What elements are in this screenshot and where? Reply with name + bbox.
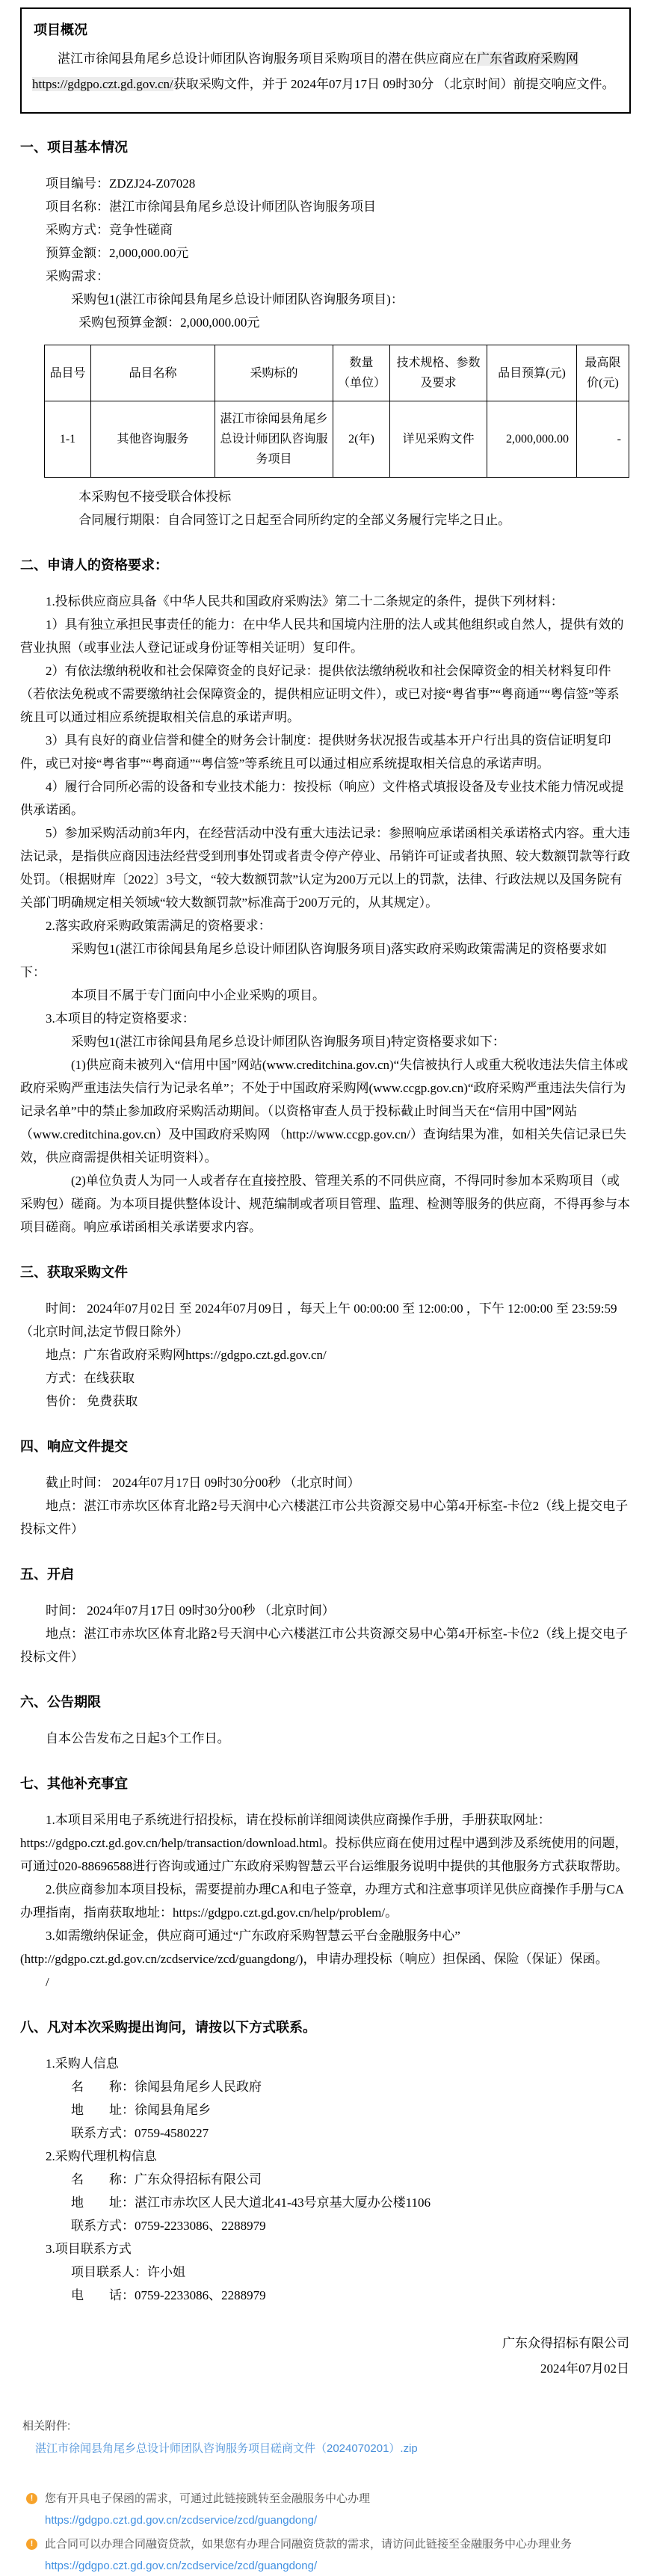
warning-icon: ! (26, 2539, 37, 2550)
cell-subject: 湛江市徐闻县角尾乡总设计师团队咨询服务项目 (215, 401, 333, 478)
signature-date: 2024年07月02日 (540, 2361, 629, 2376)
no-consortium-note: 本采购包不接受联合体投标 (78, 490, 232, 504)
obtain-method: 方式：在线获取 (46, 1371, 135, 1385)
supplementary-para: 1.本项目采用电子系统进行招投标，请在投标前详细阅读供应商操作手册，手册获取网址：https://gdgpo.czt.gd.gov.cn/help/transaction/download.html。投标供应商在使用过程中遇到涉及系统使用的问题，可通过020-88696588进行咨询或通过广东政府采购智慧云平台运维服务说明中提供的其他服务方式获取帮助。 (20, 1813, 629, 1873)
project-number: 项目编号：ZDZJ24-Z07028 (46, 176, 196, 191)
qualification-para: (1)供应商未被列入“信用中国”网站(www.creditchina.gov.cn)“失信被执行人或重大税收违法失信主体或政府采购严重违法失信行为记录名单”；不处于中国政府采购网(www.ccgp.gov.cn)“政府采购严重违法失信行为记录名单”中的禁止参加政府采购活动期间。（以资格审查人员于投标截止时间当天在“信用中国”网站（www.creditchina.gov.cn）及中国政府采购网 （http://www.ccgp.gov.cn/）查询结果为准，如相关失信记录已失效，供应商需提供相关证明资料）。 (20, 1058, 629, 1165)
overview-text-before: 湛江市徐闻县角尾乡总设计师团队咨询服务项目采购项目的潜在供应商应在 (58, 52, 477, 66)
project-name: 项目名称：湛江市徐闻县角尾乡总设计师团队咨询服务项目 (46, 200, 376, 214)
e-guarantee-notice (26, 2491, 651, 2507)
col-subject: 采购标的 (215, 345, 333, 401)
signature-agency: 广东众得招标有限公司 (502, 2336, 629, 2350)
section-obtain-docs-heading: 三、获取采购文件 (20, 1265, 128, 1280)
attachment-zip-link[interactable]: 湛江市徐闻县角尾乡总设计师团队咨询服务项目磋商文件（2024070201）.zip (35, 2442, 418, 2455)
e-guarantee-notice-text: 您有开具电子保函的需求，可通过此链接跳转至金融服务中心办理 (45, 2492, 371, 2505)
agency-info-label: 2.采购代理机构信息 (46, 2149, 157, 2163)
opening-place: 地点：湛江市赤坎区体育北路2号天润中心六楼湛江市公共资源交易中心第4开标室-卡位2（线上提交电子投标文件） (20, 1627, 629, 1664)
opening-time: 时间： 2024年07月17日 09时30分00秒 （北京时间） (46, 1603, 335, 1618)
agency-address: 地 址：湛江市赤坎区人民大道北41-43号京基大厦办公楼1106 (71, 2196, 431, 2210)
overview-title: 项目概况 (34, 22, 87, 37)
contract-loan-notice-text: 此合同可以办理合同融资贷款，如果您有办理合同融资贷款的需求，请访问此链接至金融服务中心办理业务 (45, 2538, 573, 2551)
section-opening-heading: 五、开启 (20, 1567, 74, 1582)
announcement-period: 自本公告发布之日起3个工作日。 (46, 1731, 230, 1745)
cell-price-cap: - (577, 401, 629, 478)
qualification-para: 采购包1(湛江市徐闻县角尾乡总设计师团队咨询服务项目)特定资格要求如下： (71, 1035, 505, 1049)
overview-paragraph (32, 46, 619, 97)
obtain-place: 地点：广东省政府采购网https://gdgpo.czt.gd.gov.cn/ (46, 1348, 327, 1362)
table-row (45, 401, 629, 478)
obtain-time: 时间： 2024年07月02日 至 2024年07月09日 ，每天上午 00:00:00 至 12:00:00 ，下午 12:00:00 至 23:59:59（北京时间,法定节假日除外） (20, 1301, 617, 1339)
qualification-para: (2)单位负责人为同一人或者存在直接控股、管理关系的不同供应商，不得同时参加本采购项目（或采购包）磋商。为本项目提供整体设计、规范编制或者项目管理、监理、检测等服务的供应商，不得再参与本项目磋商。响应承诺函相关承诺要求内容。 (20, 1174, 630, 1234)
submission-place: 地点：湛江市赤坎区体育北路2号天润中心六楼湛江市公共资源交易中心第4开标室-卡位2（线上提交电子投标文件） (20, 1499, 629, 1536)
supplementary-para: 3.如需缴纳保证金，供应商可通过“广东政府采购智慧云平台金融服务中心”(http://gdgpo.czt.gd.gov.cn/zcdservice/zcd/guangdong/)，申请办理投标（响应）担保函、保险（保证）保函。 (20, 1929, 608, 1966)
purchaser-info-label: 1.采购人信息 (46, 2056, 119, 2071)
purchaser-name: 名 称：徐闻县角尾乡人民政府 (71, 2080, 262, 2094)
e-guarantee-link[interactable]: https://gdgpo.czt.gd.gov.cn/zcdservice/zcd/guangdong/ (45, 2514, 318, 2527)
qualification-para: 本项目不属于专门面向中小企业采购的项目。 (71, 988, 325, 1002)
qualification-para: 2）有依法缴纳税收和社会保障资金的良好记录：提供依法缴纳税收和社会保障资金的相关材料复印件（若依法免税或不需要缴纳社会保障资金的，提供相应证明文件），或已对接“粤省事”“粤商通”“粤信签”等系统且可以通过相应系统提取相关信息的承诺声明。 (20, 664, 620, 724)
cell-quantity: 2(年) (333, 401, 390, 478)
cell-item-no: 1-1 (45, 401, 91, 478)
table-header-row (45, 345, 629, 401)
overview-text-after: 获取采购文件，并于 2024年07月17日 09时30分 （北京时间）前提交响应文件。 (173, 77, 615, 91)
procurement-site-url: 广东省政府采购网https://gdgpo.czt.gd.gov.cn/ (32, 52, 579, 91)
col-price-cap: 最高限价(元) (577, 345, 629, 401)
col-item-name: 品目名称 (91, 345, 215, 401)
qualification-para: 3.本项目的特定资格要求： (46, 1011, 195, 1026)
attachments-section (0, 2419, 651, 2456)
attachments-label: 相关附件: (22, 2420, 71, 2432)
qualification-para: 1）具有独立承担民事责任的能力：在中华人民共和国境内注册的法人或其他组织或自然人，提供有效的营业执照（或事业法人登记证或身份证等相关证明）复印件。 (20, 617, 624, 655)
cell-spec: 详见采购文件 (390, 401, 487, 478)
qualification-para: 1.投标供应商应具备《中华人民共和国政府采购法》第二十二条规定的条件，提供下列材料： (46, 594, 564, 608)
col-quantity: 数量（单位） (333, 345, 390, 401)
qualification-para: 采购包1(湛江市徐闻县角尾乡总设计师团队咨询服务项目)落实政府采购政策需满足的资格要求如下： (20, 942, 607, 979)
section-supplementary-heading: 七、其他补充事宜 (20, 1776, 128, 1791)
submission-deadline: 截止时间： 2024年07月17日 09时30分00秒 （北京时间） (46, 1476, 360, 1490)
project-contact-label: 3.项目联系方式 (46, 2242, 132, 2256)
package-line: 采购包1(湛江市徐闻县角尾乡总设计师团队咨询服务项目)： (71, 292, 404, 306)
qualification-para: 3）具有良好的商业信誉和健全的财务会计制度：提供财务状况报告或基本开户行出具的资信证明复印件，或已对接“粤省事”“粤商通”“粤信签”等系统且可以通过相应系统提取相关信息的承诺声明。 (20, 733, 611, 771)
purchaser-phone: 联系方式：0759-4580227 (71, 2126, 209, 2140)
procurement-items-table (44, 345, 629, 478)
section-submission-heading: 四、响应文件提交 (20, 1439, 128, 1454)
warning-icon: ! (26, 2493, 37, 2504)
package-budget: 采购包预算金额：2,000,000.00元 (78, 315, 260, 330)
section-announcement-period-heading: 六、公告期限 (20, 1695, 101, 1710)
section-qualification-heading: 二、申请人的资格要求： (20, 558, 168, 573)
budget-amount: 预算金额：2,000,000.00元 (46, 246, 189, 260)
purchaser-address: 地 址：徐闻县角尾乡 (71, 2103, 211, 2117)
agency-name: 名 称：广东众得招标有限公司 (71, 2172, 262, 2187)
cell-budget: 2,000,000.00 (487, 401, 577, 478)
procurement-demand-label: 采购需求： (46, 269, 109, 283)
agency-phone: 联系方式：0759-2233086、2288979 (71, 2219, 266, 2233)
qualification-para: 2.落实政府采购政策需满足的资格要求： (46, 919, 271, 933)
project-contact-phone: 电 话：0759-2233086、2288979 (71, 2288, 266, 2302)
qualification-para: 5）参加采购活动前3年内，在经营活动中没有重大违法记录：参照响应承诺函相关承诺格式内容。重大违法记录，是指供应商因违法经营受到刑事处罚或者责令停产停业、吊销许可证或者执照、较大数额罚款等行政处罚。（根据财库〔2022〕3号文，“较大数额罚款”认定为200万元以上的罚款，法律、行政法规以及国务院有关部门明确规定相关领域“较大数额罚款”标准高于200万元的，从其规定）。 (20, 826, 630, 910)
contract-loan-notice (26, 2536, 651, 2553)
obtain-price: 售价： 免费获取 (46, 1394, 138, 1408)
footer-notices (0, 2491, 651, 2575)
section-basic-heading: 一、项目基本情况 (20, 140, 128, 155)
contract-term: 合同履行期限：自合同签订之日起至合同所约定的全部义务履行完毕之日止。 (78, 513, 511, 527)
qualification-para: 4）履行合同所必需的设备和专业技术能力：按投标（响应）文件格式填报设备及专业技术能力情况或提供承诺函。 (20, 780, 624, 817)
procurement-method: 采购方式：竞争性磋商 (46, 223, 173, 237)
col-budget: 品目预算(元) (487, 345, 577, 401)
signature-block (20, 2331, 631, 2382)
project-contact-person: 项目联系人：许小姐 (71, 2265, 185, 2279)
supplementary-para: 2.供应商参加本项目投标，需要提前办理CA和电子签章，办理方式和注意事项详见供应商操作手册与CA办理指南，指南获取地址：https://gdgpo.czt.gd.gov.cn/help/problem/。 (20, 1882, 624, 1920)
col-item-no: 品目号 (45, 345, 91, 401)
section-contacts-heading: 八、凡对本次采购提出询问，请按以下方式联系。 (20, 2020, 316, 2035)
supplementary-slash: / (46, 1975, 49, 1989)
project-overview-box (20, 7, 631, 114)
col-spec: 技术规格、参数及要求 (390, 345, 487, 401)
cell-item-name: 其他咨询服务 (91, 401, 215, 478)
contract-loan-link[interactable]: https://gdgpo.czt.gd.gov.cn/zcdservice/zcd/guangdong/ (45, 2560, 318, 2572)
